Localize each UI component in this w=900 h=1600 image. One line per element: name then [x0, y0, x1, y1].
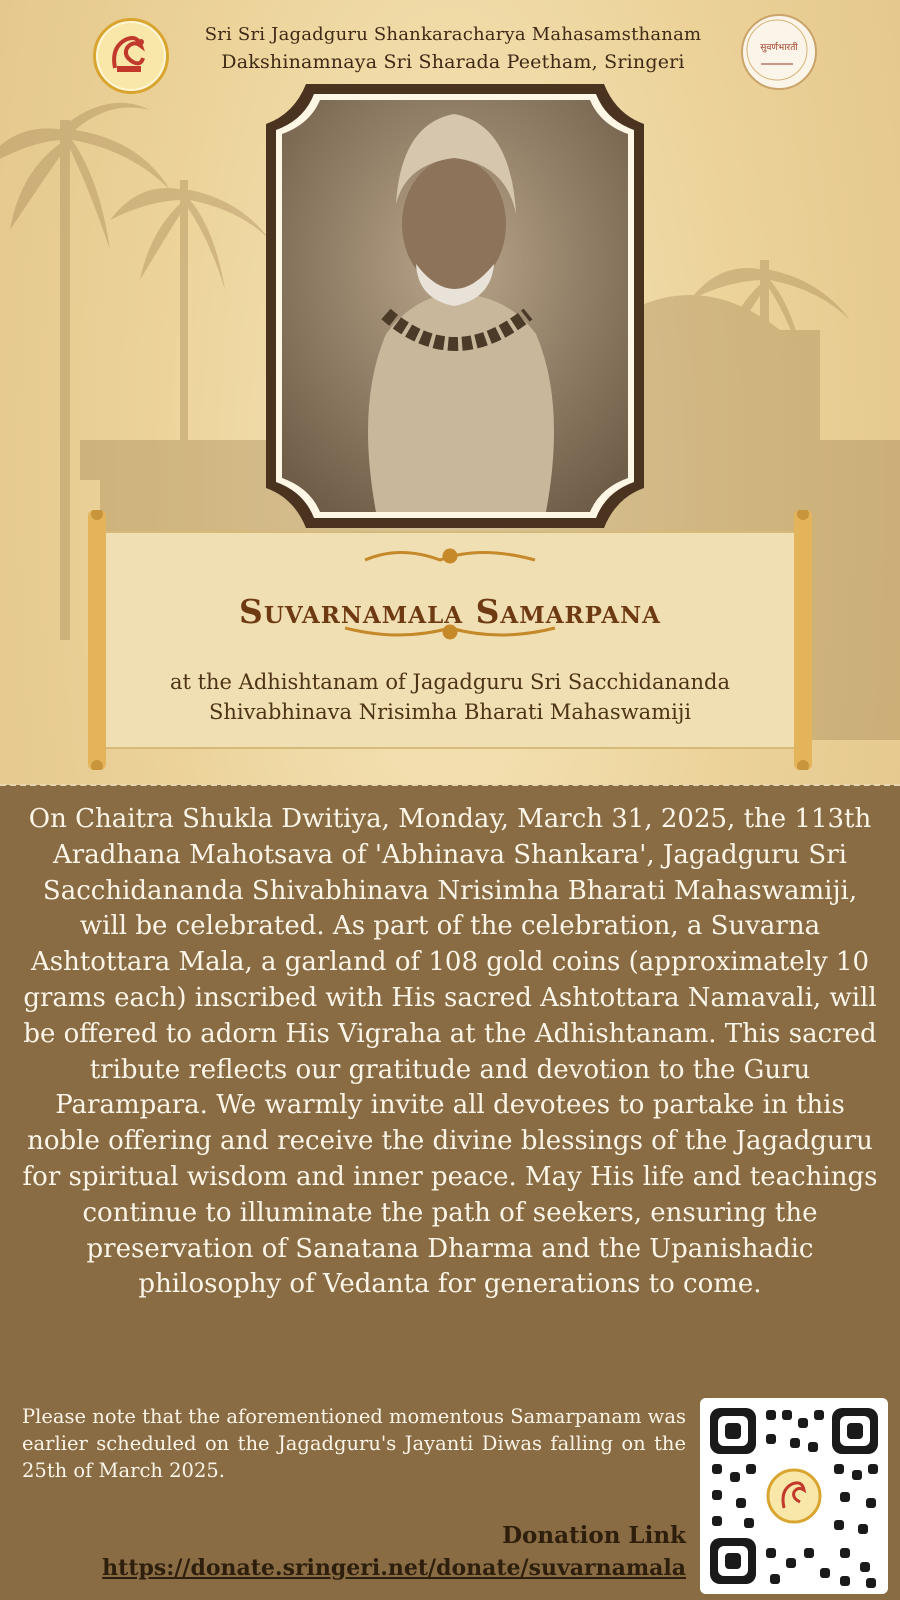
- suvarnabharati-logo-text: सुवर्णभारती: [760, 43, 798, 53]
- donation-link[interactable]: https://donate.sringeri.net/donate/suvarnamala: [102, 1555, 686, 1581]
- schedule-note: Please note that the aforementioned momentous Samarpanam was earlier scheduled on the Jagadguru's Jayanti Diwas falling on the 25th of March 2025.: [22, 1405, 686, 1482]
- event-subtitle-line1: at the Adhishtanam of Jagadguru Sri Sacchidananda: [169, 670, 731, 694]
- announcement-text: On Chaitra Shukla Dwitiya, Monday, March 31, 2025, the 113th Aradhana Mahotsava of 'Abhinava Shankara', Jagadguru Sri Sacchidananda Shivabhinava Nrisimha Bharati Mahaswamiji, will be celebrated. As part of the celebration, a Suvarna Ashtottara Mala, a garland of 108 gold coins (approximately 10 grams each) inscribed with His sacred Ashtottara Namavali, will be offered to adorn His Vigraha at the Adhishtanam. This sacred tribute reflects our gratitude and devotion to the Guru Parampara. We warmly invite all devotees to partake in this noble offering and receive the divine blessings of the Jagadguru for spiritual wisdom and inner peace. May His life and teachings continue to illuminate the path of seekers, ensuring the preservation of Sanatana Dharma and the Upanishadic philosophy of Vedanta for generations to come.: [22, 804, 878, 1300]
- jagadguru-portrait: [266, 84, 644, 528]
- donation-qr-code[interactable]: [700, 1398, 888, 1594]
- header-peetham-name: Dakshinamnaya Sri Sharada Peetham, Sringeri: [221, 51, 685, 73]
- donation-link-label: Donation Link: [502, 1522, 686, 1549]
- header-institution-name: Sri Sri Jagadguru Shankaracharya Mahasamsthanam: [204, 24, 702, 45]
- event-title: Suvarnamala Samarpana: [238, 592, 662, 631]
- math-emblem-logo: [93, 18, 169, 94]
- suvarnabharati-logo: [741, 14, 817, 90]
- parchment-scroll: [80, 510, 820, 770]
- event-subtitle-line2: Shivabhinava Nrisimha Bharati Mahaswamiji: [208, 700, 692, 724]
- panel-divider: [0, 784, 900, 786]
